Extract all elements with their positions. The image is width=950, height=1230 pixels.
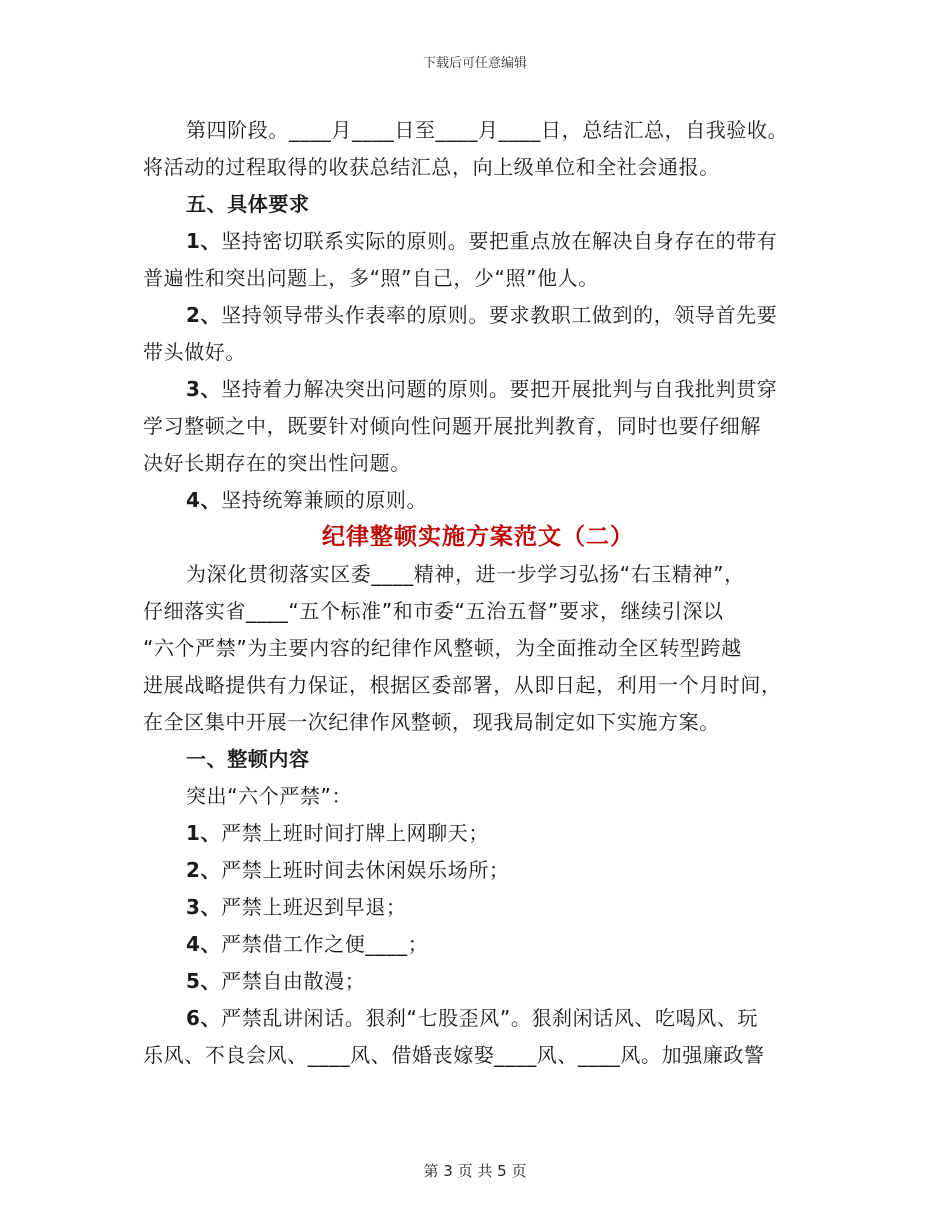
paragraph-line: 学习整顿之中，既要针对倾向性问题开展批判教育，同时也要仔细解: [143, 414, 761, 438]
list-item-text: 坚持统筹兼顾的原则。: [221, 488, 428, 512]
list-number: 2、: [186, 303, 222, 327]
list-number: 3、: [186, 895, 222, 919]
section-heading: 五、具体要求: [186, 192, 310, 216]
list-number: 3、: [186, 377, 222, 401]
list-item: [143, 1000, 813, 1037]
document-title: 纪律整顿实施方案范文（二）: [322, 524, 634, 550]
list-item-text: 坚持领导带头作表率的原则。要求教职工做到的，领导首先要: [221, 303, 778, 327]
list-item-text: 坚持密切联系实际的原则。要把重点放在解决自身存在的带有: [221, 229, 778, 253]
list-item-text: 坚持着力解决突出问题的原则。要把开展批判与自我批判贯穿: [221, 377, 778, 401]
paragraph-line: 突出“六个严禁”：: [186, 784, 353, 808]
paragraph-line: 决好长期存在的突出性问题。: [143, 451, 411, 475]
list-item: [143, 223, 813, 260]
paragraph-line: 乐风、不良会风、____风、借婚丧嫁娶____风、____风。加强廉政警: [143, 1043, 765, 1067]
list-item: [143, 815, 813, 852]
list-item: [143, 482, 813, 519]
list-item: [143, 371, 813, 408]
paragraph-line: 将活动的过程取得的收获总结汇总，向上级单位和全社会通报。: [143, 155, 720, 179]
list-item-text: 严禁上班迟到早退；: [221, 895, 407, 919]
section-heading: 一、整顿内容: [186, 747, 310, 771]
paragraph-line: 普遍性和突出问题上，多“照”自己，少“照”他人。: [143, 266, 599, 290]
list-item-text: 严禁自由散漫；: [221, 969, 366, 993]
page-header: 下载后可任意编辑: [422, 56, 527, 71]
paragraph-line: 第四阶段。____月____日至____月____日，总结汇总，自我验收。: [186, 118, 789, 142]
list-item: [143, 852, 813, 889]
list-number: 4、: [186, 488, 222, 512]
document-body: [143, 112, 813, 1074]
list-item: [143, 963, 813, 1000]
list-item: [143, 889, 813, 926]
paragraph-line: 在全区集中开展一次纪律作风整顿，现我局制定如下实施方案。: [143, 710, 720, 734]
page-footer: 第 3 页 共 5 页: [423, 1162, 527, 1180]
list-number: 4、: [186, 932, 222, 956]
list-item-text: 严禁上班时间去休闲娱乐场所；: [221, 858, 510, 882]
list-number: 5、: [186, 969, 222, 993]
list-item-text: 严禁借工作之便____；: [221, 932, 429, 956]
list-item-text: 严禁上班时间打牌上网聊天；: [221, 821, 489, 845]
list-item-text: 严禁乱讲闲话。狠刹“七股歪风”。狠刹闲话风、吃喝风、玩: [221, 1006, 759, 1030]
list-number: 2、: [186, 858, 222, 882]
list-item: [143, 926, 813, 963]
list-number: 1、: [186, 229, 222, 253]
list-item: [143, 297, 813, 334]
paragraph-line: 进展战略提供有力保证，根据区委部署，从即日起，利用一个月时间，: [143, 673, 782, 697]
paragraph-line: 带头做好。: [143, 340, 246, 364]
list-number: 1、: [186, 821, 222, 845]
paragraph-line: “六个严禁”为主要内容的纪律作风整顿，为全面推动全区转型跨越: [143, 636, 742, 660]
paragraph-line: 为深化贯彻落实区委____精神，进一步学习弘扬“右玉精神”，: [186, 562, 745, 586]
paragraph-line: 仔细落实省____“五个标准”和市委“五治五督”要求，继续引深以: [143, 599, 724, 623]
list-number: 6、: [186, 1006, 222, 1030]
